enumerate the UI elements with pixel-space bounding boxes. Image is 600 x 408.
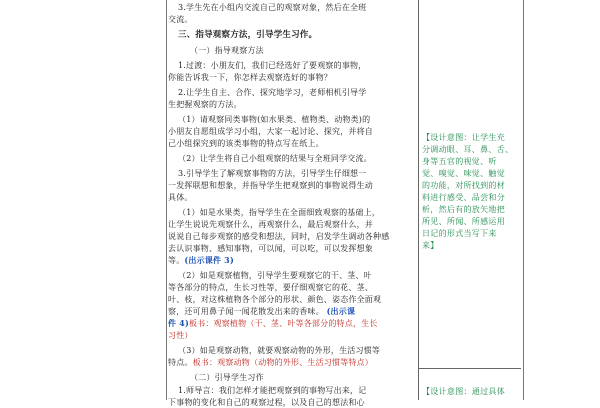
paragraph-line xyxy=(168,306,355,317)
design-intent-line: 来】 xyxy=(422,241,439,250)
paragraph-line: 叶、枝，对这株植物各个部分的形状、颜色、姿态作全面观 xyxy=(168,295,382,304)
design-intent-line: 的功能，对所找到的材 xyxy=(422,181,505,190)
paragraph-line: 等各部分的特点，生长习性等，要仔细观察它的花、茎、 xyxy=(168,283,373,292)
paragraph-line: 你能告诉我一下，你怎样去观察选好的事物？ xyxy=(168,73,332,82)
board-note: 板书：观察植物（干、茎、叶等各部分的特点，生长 xyxy=(188,319,378,328)
section-heading: 三、指导观察方法，引导学生习作。 xyxy=(178,30,318,40)
subsection-heading: （二）引导学生习作 xyxy=(190,373,264,382)
subsection-heading: （一）指导观察方法 xyxy=(190,46,264,55)
paragraph-line: （2）让学生将自己小组观察的结果与全班同学交流。 xyxy=(178,154,372,163)
board-note-cont: 习性） xyxy=(168,331,193,340)
paragraph-line: 3.引导学生了解观察事物的方法，引导学生仔细想一 xyxy=(178,169,367,178)
design-intent-line: 析，然后有的放矢地把 xyxy=(422,205,505,214)
paragraph-line: 己小组探究到的该类事物的特点写在纸上。 xyxy=(168,139,324,148)
paragraph-line xyxy=(168,318,378,329)
design-intent-line: 所见、所闻、所感运用 xyxy=(422,217,505,226)
paragraph-text: 特点。 xyxy=(168,358,193,367)
paragraph-line: 一发挥联想和想象，并指导学生把观察到的事物说得生动 xyxy=(168,181,373,190)
paragraph-line xyxy=(168,357,373,368)
design-intent-line: 身等五官的视觉、听 xyxy=(422,157,497,166)
design-intent-line: 【设计意图：通过具体 xyxy=(422,387,505,396)
paragraph-line: 3.学生先在小组内交流自己的观察对象，然后在全班 xyxy=(178,3,367,12)
design-intent-line: 觉、嗅觉、味觉、触觉 xyxy=(422,169,505,178)
design-intent-line: 日记的形式当写下来 xyxy=(422,229,497,238)
cell-divider xyxy=(419,368,521,369)
paragraph-line: （3）如是观察动物，就要观察动物的外形，生活习惯等 xyxy=(178,346,381,355)
paragraph-line: 小朋友自愿组成学习小组，大家一起讨论、探究，并将自 xyxy=(168,127,373,136)
design-intent-line: 料进行感受、品尝和分 xyxy=(422,193,505,202)
paragraph-line: 生把握观察的方法。 xyxy=(168,100,242,109)
paragraph-line: （1）如是水果类，指导学生在全面细致观察的基础上， xyxy=(178,208,381,217)
paragraph-line: 下事物的变化和自己的观察过程，以及自己的想法和心 xyxy=(168,398,365,407)
paragraph-line: 交流。 xyxy=(168,15,193,24)
paragraph-line: （1）请观察同类事物(如水果类、植物类、动物类)的 xyxy=(178,115,371,124)
paragraph-line: 1.师导言：我们怎样才能把观察到的事物写出来，记 xyxy=(178,386,367,395)
paragraph-line: 去认识事物、感知事物，可以闻，可以吃，可以发挥想象 xyxy=(168,244,373,253)
lesson-content-column xyxy=(168,0,419,407)
paragraph-line: 具体。 xyxy=(168,193,193,202)
board-note: 板书：观察动物（动物的外形、生活习惯等特点） xyxy=(192,358,374,367)
design-intent-line: 【设计意图：让学生充 xyxy=(422,133,505,142)
courseware-note-cont: 件 4) xyxy=(168,318,189,328)
paragraph-line: 2.让学生自主、合作、探究地学习，老师相机引导学 xyxy=(178,88,367,97)
paragraph-text: 等。 xyxy=(168,256,185,265)
paragraph-line: 让学生说说先观察什么，再观察什么，最后观察什么，并 xyxy=(168,220,373,229)
paragraph-text: 察，还可用鼻子闻一闻花散发出来的香味。 xyxy=(168,307,324,316)
paragraph-line: 说说自己每步观察的感受和想法，同时，启发学生调动各种感 xyxy=(168,232,390,241)
design-intent-line: 分调动眼、耳、鼻、舌、 xyxy=(422,145,514,154)
paragraph-line: 1.过渡：小朋友们，我们已经选好了要观察的事物， xyxy=(178,61,367,70)
courseware-note: (出示课件 3) xyxy=(184,255,234,265)
courseware-note: (出示课 xyxy=(326,306,356,316)
paragraph-line: （2）如是观察植物，引导学生要观察它的干、茎、叶 xyxy=(178,271,372,280)
paragraph-line xyxy=(168,255,234,266)
design-intent-column xyxy=(419,0,521,400)
